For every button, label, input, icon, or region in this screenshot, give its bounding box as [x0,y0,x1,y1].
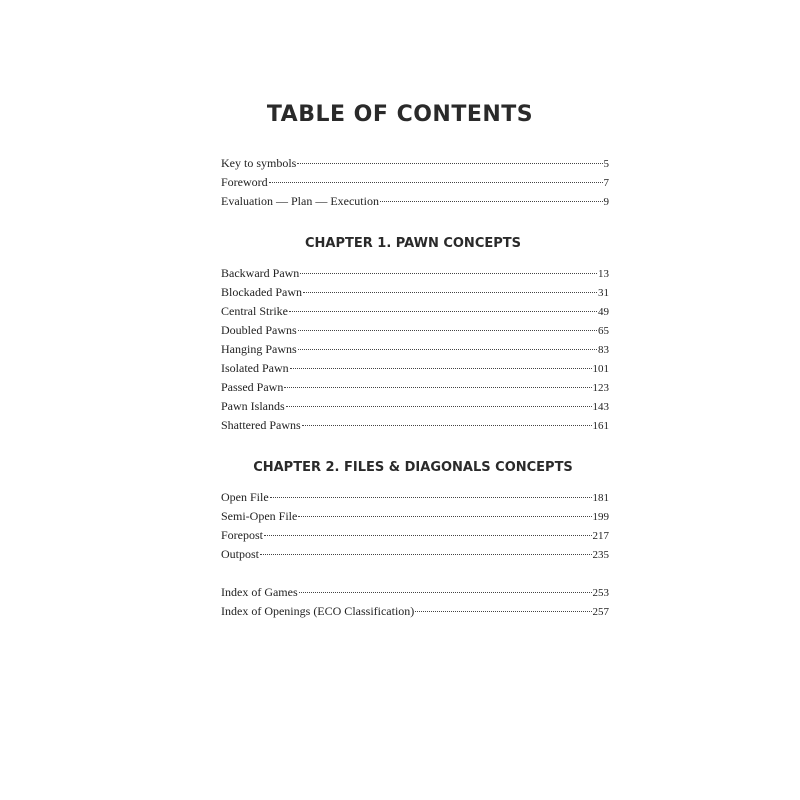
toc-entry[interactable] [221,340,609,359]
toc-entry-page-number: 9 [603,196,609,208]
dot-leader [269,182,603,183]
toc-entry-page-number: 31 [598,287,609,299]
toc-entry-page-number: 101 [592,363,609,375]
dot-leader [290,368,592,369]
dot-leader [264,535,592,536]
chapter-2-title: CHAPTER 2. FILES & DIAGONALS CONCEPTS [253,460,573,475]
chapter-2-list [221,488,609,564]
dot-leader [284,387,591,388]
dot-leader [298,516,591,517]
toc-entry-label: Semi-Open File [221,509,298,523]
dot-leader [286,406,592,407]
toc-entry-page-number: 65 [598,325,609,337]
toc-entry-label: Evaluation — Plan — Execution [221,194,379,208]
toc-entry[interactable] [221,359,609,378]
toc-entry-label: Passed Pawn [221,380,284,394]
dot-leader [260,554,591,555]
toc-entry-label: Blockaded Pawn [221,285,302,299]
toc-entry-label: Doubled Pawns [221,323,297,337]
toc-entry[interactable] [221,416,609,435]
chapter-1-list [221,264,609,435]
toc-entry[interactable] [221,545,609,564]
back-matter-list [221,583,609,621]
toc-entry[interactable] [221,173,609,192]
toc-entry[interactable] [221,583,609,602]
dot-leader [415,611,591,612]
toc-entry-label: Pawn Islands [221,399,285,413]
dot-leader [270,497,592,498]
toc-entry[interactable] [221,526,609,545]
toc-entry-page-number: 199 [592,511,609,523]
toc-entry-label: Shattered Pawns [221,418,301,432]
toc-entry-page-number: 257 [592,606,609,618]
toc-entry[interactable] [221,378,609,397]
dot-leader [289,311,597,312]
toc-entry-label: Index of Games [221,585,298,599]
toc-entry-page-number: 253 [592,587,609,599]
toc-entry[interactable] [221,488,609,507]
toc-entry-page-number: 161 [592,420,609,432]
dot-leader [298,330,597,331]
toc-entry-label: Forepost [221,528,263,542]
toc-entry-label: Hanging Pawns [221,342,297,356]
dot-leader [299,592,592,593]
dot-leader [300,273,597,274]
toc-entry-page-number: 7 [603,177,609,189]
toc-entry-page-number: 235 [592,549,609,561]
toc-entry-page-number: 13 [598,268,609,280]
toc-entry-page-number: 217 [592,530,609,542]
toc-entry-label: Foreword [221,175,268,189]
toc-entry[interactable] [221,321,609,340]
toc-entry-page-number: 49 [598,306,609,318]
dot-leader [380,201,603,202]
toc-entry[interactable] [221,283,609,302]
toc-entry[interactable] [221,507,609,526]
toc-entry[interactable] [221,264,609,283]
chapter-1-title: CHAPTER 1. PAWN CONCEPTS [304,236,521,251]
toc-entry-page-number: 83 [598,344,609,356]
dot-leader [297,163,602,164]
toc-entry[interactable] [221,302,609,321]
dot-leader [302,425,592,426]
page-title: TABLE OF CONTENTS [266,102,534,127]
toc-entry-label: Central Strike [221,304,288,318]
dot-leader [298,349,597,350]
toc-entry-label: Isolated Pawn [221,361,289,375]
toc-entry-page-number: 123 [592,382,609,394]
toc-entry-label: Backward Pawn [221,266,300,280]
toc-entry-label: Index of Openings (ECO Classification) [221,604,415,618]
toc-entry[interactable] [221,192,609,211]
toc-entry[interactable] [221,154,609,173]
toc-entry[interactable] [221,397,609,416]
dot-leader [303,292,597,293]
toc-entry-page-number: 143 [592,401,609,413]
toc-entry-page-number: 181 [592,492,609,504]
toc-entry-label: Open File [221,490,269,504]
front-matter-list [221,154,609,211]
toc-entry-label: Key to symbols [221,156,297,170]
toc-entry[interactable] [221,602,609,621]
toc-entry-page-number: 5 [603,158,609,170]
toc-entry-label: Outpost [221,547,260,561]
